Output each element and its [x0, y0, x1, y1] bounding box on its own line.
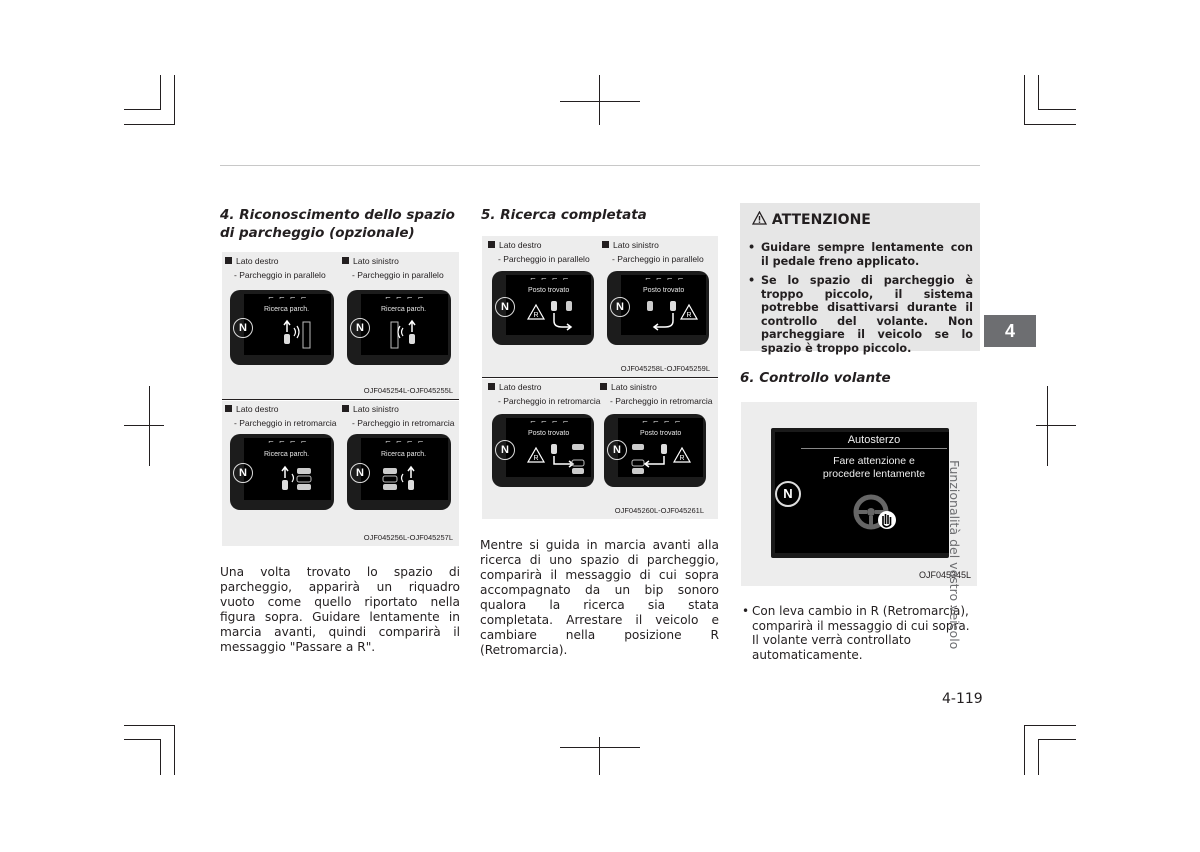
- gear-indicator: N: [495, 297, 515, 317]
- cluster-screen: [492, 414, 594, 487]
- figure-code: OJF045254L-OJF045255L: [363, 386, 453, 395]
- warning-triangle-icon: [526, 442, 588, 478]
- section5-figure-2: [482, 379, 718, 519]
- screen-message: Posto trovato: [640, 430, 682, 437]
- crop-mark: [1038, 109, 1076, 110]
- svg-text:R: R: [679, 455, 685, 462]
- figure-divider: [482, 377, 718, 378]
- chapter-tab: 4: [984, 315, 1036, 347]
- gear-indicator: N: [775, 481, 801, 507]
- warning-triangle-icon: [752, 211, 767, 225]
- park-slot-icon: ⌐⌐⌐⌐: [385, 294, 429, 302]
- page-number: 4-119: [942, 691, 983, 707]
- section5-title: 5. Ricerca completata: [481, 207, 647, 223]
- gear-indicator: N: [350, 463, 370, 483]
- section6-title: 6. Controllo volante: [740, 370, 891, 386]
- header-rule: [220, 165, 980, 166]
- gear-indicator: N: [233, 318, 253, 338]
- section4-figure-2: [222, 401, 459, 546]
- fig-subcaption: - Parcheggio in retromarcia: [610, 396, 713, 406]
- crop-mark: [599, 737, 600, 775]
- crop-mark: [124, 124, 174, 125]
- section4-title: 4. Riconoscimento dello spazio di parcheggio (opzionale): [220, 207, 455, 241]
- bullet-dot: •: [742, 604, 750, 618]
- gear-indicator: N: [233, 463, 253, 483]
- fig-caption-left-side: Lato sinistro: [342, 256, 399, 267]
- section5-body: Mentre si guida in marcia avanti alla ricerca di uno spazio di parcheggio, comparirà il messaggio di cui sopra accompagnato da un bip sonoro qualora la ricerca sia stata completata. Arrestare il veicolo e cambiare nella posizione R (Retromarcia).: [480, 538, 719, 657]
- screen-header: Autosterzo: [801, 432, 947, 449]
- fig-caption-right-side: Lato destro: [488, 382, 542, 393]
- park-slot-icon: ⌐⌐⌐⌐: [268, 294, 312, 302]
- section5-figure-1: [482, 236, 718, 377]
- cluster-screen: [607, 271, 709, 345]
- fig-caption-left-side: Lato sinistro: [600, 382, 657, 393]
- fig-subcaption: - Parcheggio in parallelo: [234, 270, 326, 280]
- fig-subcaption: - Parcheggio in parallelo: [498, 254, 590, 264]
- crop-mark: [1047, 386, 1048, 466]
- fig-caption-left-side: Lato sinistro: [342, 404, 399, 415]
- warning-item: • Guidare sempre lentamente con il pedale freno applicato.: [748, 241, 973, 268]
- cluster-screen: [230, 434, 334, 510]
- warning-box: [740, 203, 980, 355]
- crop-mark: [1038, 739, 1039, 775]
- autosteer-screen: [771, 428, 949, 558]
- gear-indicator: N: [610, 297, 630, 317]
- warning-item: • Se lo spazio di parcheggio è troppo piccolo, il sistema potrebbe disattivarsi durante il controllo del volante. Non parcheggiare il veicolo se lo spazio è troppo piccolo.: [748, 274, 973, 355]
- fig-caption-right-side: Lato destro: [225, 256, 279, 267]
- screen-message: Ricerca parch.: [264, 451, 310, 458]
- car-icon: [389, 318, 429, 350]
- screen-message: Ricerca parch.: [264, 306, 310, 313]
- car-icon: [282, 318, 312, 350]
- screen-message-line: procedere lentamente: [822, 468, 926, 480]
- warning-triangle-icon: [526, 299, 586, 335]
- screen-message: Ricerca parch.: [381, 306, 427, 313]
- chapter-title: Funzionalità del vostro veicolo: [947, 460, 962, 650]
- screen-message: Ricerca parch.: [381, 451, 427, 458]
- warning-triangle-icon: [641, 299, 701, 335]
- section6-bullet: [742, 604, 980, 662]
- figure-code: OJF045345L: [918, 570, 971, 580]
- crop-mark: [1024, 725, 1025, 775]
- car-icon: [381, 464, 427, 496]
- crop-mark: [124, 425, 164, 426]
- gear-indicator: N: [495, 440, 515, 460]
- svg-text:R: R: [533, 455, 539, 462]
- cluster-screen: [347, 290, 451, 365]
- section4-body: Una volta trovato lo spazio di parcheggio, apparirà un riquadro vuoto come quello riportato nella figura sopra. Guidare lentamente in marcia avanti, quindi comparirà il messaggio "Passare a R".: [220, 565, 460, 654]
- section6-bullet-text: Con leva cambio in R (Retromarcia), comparirà il messaggio di cui sopra. Il volante verrà controllato automaticamente.: [752, 604, 970, 662]
- screen-message: Posto trovato: [643, 287, 685, 294]
- screen-message-line: Fare attenzione e: [833, 455, 915, 467]
- crop-mark: [174, 725, 175, 775]
- svg-text:R: R: [686, 312, 692, 319]
- crop-mark: [124, 725, 174, 726]
- cluster-screen: [230, 290, 334, 365]
- fig-subcaption: - Parcheggio in retromarcia: [352, 418, 455, 428]
- park-slot-icon: ⌐⌐⌐⌐: [530, 418, 574, 426]
- fig-subcaption: - Parcheggio in parallelo: [612, 254, 704, 264]
- crop-mark: [1038, 739, 1076, 740]
- section4-figure-1: [222, 252, 459, 399]
- fig-subcaption: - Parcheggio in parallelo: [352, 270, 444, 280]
- fig-subcaption: - Parcheggio in retromarcia: [234, 418, 337, 428]
- warning-list: [748, 241, 973, 361]
- cluster-screen: [492, 271, 594, 345]
- svg-text:R: R: [533, 312, 539, 319]
- car-icon: [280, 464, 318, 496]
- crop-mark: [1038, 75, 1039, 110]
- crop-mark: [560, 101, 640, 102]
- fig-caption-right-side: Lato destro: [488, 240, 542, 251]
- crop-mark: [1024, 75, 1025, 125]
- park-slot-icon: ⌐⌐⌐⌐: [385, 438, 429, 446]
- cluster-screen: [347, 434, 451, 510]
- screen-message: Posto trovato: [528, 430, 570, 437]
- steering-wheel-icon: [851, 494, 901, 534]
- gear-indicator: N: [350, 318, 370, 338]
- figure-code: OJF045256L-OJF045257L: [363, 533, 453, 542]
- crop-mark: [1024, 725, 1076, 726]
- crop-mark: [124, 109, 160, 110]
- screen-message: Posto trovato: [528, 287, 570, 294]
- fig-caption-left-side: Lato sinistro: [602, 240, 659, 251]
- park-slot-icon: ⌐⌐⌐⌐: [645, 275, 689, 283]
- warning-title: ATTENZIONE: [771, 212, 871, 228]
- park-slot-icon: ⌐⌐⌐⌐: [642, 418, 686, 426]
- gear-indicator: N: [607, 440, 627, 460]
- cluster-screen: [604, 414, 706, 487]
- crop-mark: [124, 739, 160, 740]
- fig-subcaption: - Parcheggio in retromarcia: [498, 396, 601, 406]
- park-slot-icon: ⌐⌐⌐⌐: [268, 438, 312, 446]
- crop-mark: [1036, 425, 1076, 426]
- park-slot-icon: ⌐⌐⌐⌐: [530, 275, 574, 283]
- crop-mark: [160, 739, 161, 775]
- crop-mark: [599, 75, 600, 125]
- figure-code: OJF045258L-OJF045259L: [620, 364, 710, 373]
- fig-caption-right-side: Lato destro: [225, 404, 279, 415]
- crop-mark: [160, 75, 161, 110]
- warning-triangle-icon: [628, 442, 700, 478]
- crop-mark: [1024, 124, 1076, 125]
- crop-mark: [560, 747, 640, 748]
- section6-figure: [741, 402, 977, 586]
- crop-mark: [174, 75, 175, 125]
- crop-mark: [149, 386, 150, 466]
- figure-code: OJF045260L-OJF045261L: [614, 506, 704, 515]
- figure-divider: [222, 399, 459, 400]
- warning-heading: [752, 211, 871, 228]
